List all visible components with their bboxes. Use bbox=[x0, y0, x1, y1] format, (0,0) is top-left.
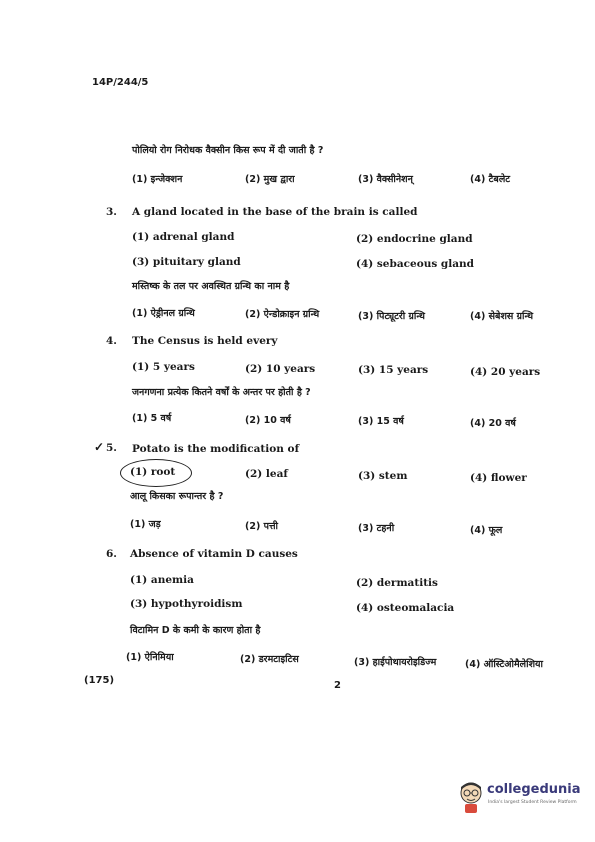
q4-hindi-text: जनगणना प्रत्येक कितने वर्षों के अन्तर पर होती है ? bbox=[132, 387, 311, 398]
q4-hindi-option-3: (3) 15 वर्ष bbox=[358, 416, 404, 427]
q2-hindi-text: पोलियो रोग निरोधक वैक्सीन किस रूप में दी जाती है ? bbox=[132, 145, 324, 156]
q3-hindi-option-3: (3) पिट्यूटरी ग्रन्थि bbox=[358, 311, 425, 322]
q3-option-1: (1) adrenal gland bbox=[132, 231, 235, 243]
q3-option-2: (2) endocrine gland bbox=[356, 233, 473, 245]
q5-hindi-option-1: (1) जड़ bbox=[130, 519, 161, 530]
q4-number: 4. bbox=[106, 335, 117, 347]
q2-hindi-option-4: (4) टैबलेट bbox=[470, 174, 511, 185]
logo-tagline: India's largest Student Review Platform bbox=[488, 800, 577, 805]
q3-hindi-text: मस्तिष्क के तल पर अवस्थित ग्रन्थि का नाम है bbox=[132, 281, 290, 292]
logo-brand: collegedunia bbox=[487, 782, 581, 797]
q6-option-2: (2) dermatitis bbox=[356, 577, 438, 589]
page-number: 2 bbox=[334, 680, 341, 691]
q6-number: 6. bbox=[106, 548, 117, 560]
q2-hindi-option-3: (3) वैक्सीनेशन् bbox=[358, 174, 413, 185]
q3-hindi-option-4: (4) सेबेशस ग्रन्थि bbox=[470, 311, 534, 322]
footer-code: (175) bbox=[84, 675, 115, 686]
q6-hindi-option-2: (2) डरमटाइटिस bbox=[240, 654, 299, 665]
q5-option-3: (3) stem bbox=[358, 470, 408, 482]
q5-number: 5. bbox=[106, 442, 117, 454]
q3-hindi-option-2: (2) ऐन्डोक्राइन ग्रन्थि bbox=[245, 309, 320, 320]
q6-text: Absence of vitamin D causes bbox=[130, 548, 298, 560]
q4-option-3: (3) 15 years bbox=[358, 364, 429, 376]
q5-hindi-text: आलू किसका रूपान्तर है ? bbox=[130, 491, 224, 502]
q6-option-3: (3) hypothyroidism bbox=[130, 598, 243, 610]
q5-option-1: (1) root bbox=[130, 466, 176, 478]
mascot-icon bbox=[457, 780, 485, 814]
q3-option-4: (4) sebaceous gland bbox=[356, 258, 475, 270]
paper-code: 14P/244/5 bbox=[92, 77, 149, 88]
q6-option-4: (4) osteomalacia bbox=[356, 602, 455, 614]
collegedunia-logo bbox=[457, 778, 581, 818]
q4-text: The Census is held every bbox=[132, 335, 278, 347]
q6-hindi-text: विटामिन D के कमी के कारण होता है bbox=[130, 625, 261, 636]
q3-number: 3. bbox=[106, 206, 117, 218]
q4-option-2: (2) 10 years bbox=[245, 363, 316, 375]
q5-hindi-option-4: (4) फूल bbox=[470, 525, 503, 536]
q2-hindi-option-2: (2) मुख द्वारा bbox=[245, 174, 295, 185]
q3-hindi-option-1: (1) ऐड्रीनल ग्रन्थि bbox=[132, 308, 195, 319]
q4-option-4: (4) 20 years bbox=[470, 366, 541, 378]
q5-option-4: (4) flower bbox=[470, 472, 527, 484]
q2-hindi-option-1: (1) इन्जेक्शन bbox=[132, 174, 183, 185]
q4-option-1: (1) 5 years bbox=[132, 361, 195, 373]
q6-hindi-option-1: (1) ऐनिमिया bbox=[126, 652, 174, 663]
q5-hindi-option-3: (3) टहनी bbox=[358, 523, 395, 534]
q4-hindi-option-2: (2) 10 वर्ष bbox=[245, 415, 291, 426]
q6-option-1: (1) anemia bbox=[130, 574, 194, 586]
q5-hindi-option-2: (2) पत्ती bbox=[245, 521, 279, 532]
check-mark-icon: ✓ bbox=[94, 440, 105, 454]
q5-text: Potato is the modification of bbox=[132, 443, 300, 455]
q4-hindi-option-4: (4) 20 वर्ष bbox=[470, 418, 516, 429]
q6-hindi-option-4: (4) ऑस्टिओमैलेशिया bbox=[465, 659, 543, 670]
q4-hindi-option-1: (1) 5 वर्ष bbox=[132, 413, 172, 424]
q6-hindi-option-3: (3) हाईपोथायरोइडिज्म bbox=[354, 657, 437, 668]
q5-option-2: (2) leaf bbox=[245, 468, 288, 480]
q3-text: A gland located in the base of the brain is called bbox=[132, 206, 418, 218]
q3-option-3: (3) pituitary gland bbox=[132, 256, 241, 268]
